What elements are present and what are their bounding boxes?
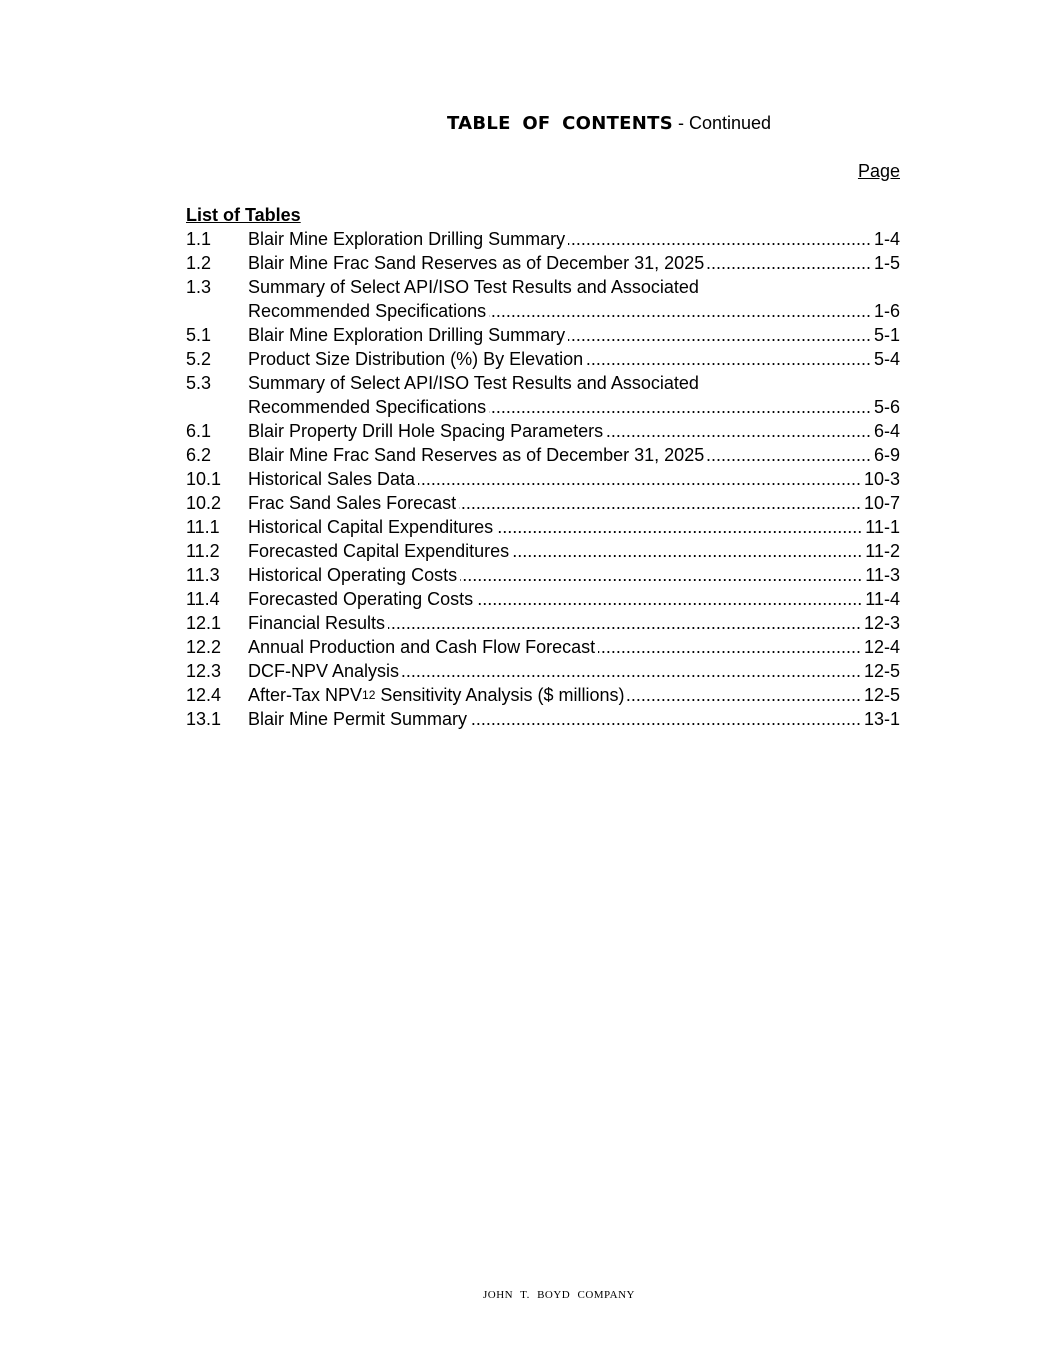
dot-leader bbox=[388, 611, 861, 635]
dot-leader bbox=[496, 515, 862, 539]
toc-entry[interactable] bbox=[186, 587, 900, 611]
entry-title: Blair Mine Permit Summary bbox=[248, 709, 468, 729]
entry-number: 11.3 bbox=[186, 565, 220, 585]
toc-entry[interactable] bbox=[186, 467, 900, 491]
toc-entry[interactable] bbox=[186, 323, 900, 347]
toc-entry[interactable] bbox=[186, 659, 900, 683]
toc-entry[interactable] bbox=[186, 539, 900, 563]
entry-page-number: 10-7 bbox=[863, 493, 900, 513]
entry-number: 13.1 bbox=[186, 709, 222, 729]
entry-page-number: 11-4 bbox=[865, 589, 900, 609]
toc-entry[interactable] bbox=[186, 275, 900, 323]
entry-title: Summary of Select API/ISO Test Results and Associated bbox=[248, 277, 699, 297]
entry-subscript: 12 bbox=[362, 688, 376, 702]
dot-leader bbox=[489, 395, 871, 419]
dot-leader bbox=[512, 539, 862, 563]
toc-entry[interactable] bbox=[186, 347, 900, 371]
entry-title-suffix: Sensitivity Analysis ($ millions) bbox=[375, 685, 625, 705]
page-column-label: Page bbox=[857, 161, 900, 181]
dot-leader bbox=[627, 683, 861, 707]
footer-company: JOHN T. BOYD COMPANY bbox=[483, 1289, 635, 1301]
toc-entry[interactable] bbox=[186, 371, 900, 419]
dot-leader bbox=[707, 443, 871, 467]
entry-number: 12.4 bbox=[186, 685, 222, 705]
entry-number: 5.1 bbox=[186, 325, 212, 345]
entry-title: Blair Mine Exploration Drilling Summary bbox=[248, 325, 566, 345]
entry-page-number: 11-1 bbox=[865, 517, 900, 537]
toc-entry[interactable] bbox=[186, 419, 900, 443]
entry-page-number: 10-3 bbox=[863, 469, 900, 489]
toc-entry[interactable] bbox=[186, 683, 900, 707]
entry-title: Blair Property Drill Hole Spacing Parameters bbox=[248, 421, 604, 441]
entry-number: 12.3 bbox=[186, 661, 222, 681]
toc-entry[interactable] bbox=[186, 707, 900, 731]
entry-title: Recommended Specifications bbox=[248, 301, 487, 321]
entry-page-number: 13-1 bbox=[863, 709, 900, 729]
list-of-tables bbox=[186, 203, 900, 731]
entry-title: Blair Mine Exploration Drilling Summary bbox=[248, 229, 566, 249]
title-main: TABLE OF CONTENTS bbox=[446, 113, 673, 134]
section-heading: List of Tables bbox=[186, 205, 301, 225]
title-sub: - Continued bbox=[672, 113, 772, 133]
dot-leader bbox=[707, 251, 871, 275]
entry-number: 1.1 bbox=[186, 229, 212, 249]
entry-number: 5.2 bbox=[186, 349, 212, 369]
entry-page-number: 1-5 bbox=[873, 253, 900, 273]
entry-page-number: 5-4 bbox=[873, 349, 900, 369]
entry-page-number: 5-6 bbox=[873, 397, 900, 417]
entry-title: Blair Mine Frac Sand Reserves as of December 31, 2025 bbox=[248, 445, 705, 465]
entry-page-number: 12-4 bbox=[863, 637, 900, 657]
toc-entry[interactable] bbox=[186, 563, 900, 587]
entry-title: Annual Production and Cash Flow Forecast bbox=[248, 637, 596, 657]
dot-leader bbox=[568, 323, 871, 347]
dot-leader bbox=[598, 635, 861, 659]
entry-number: 10.1 bbox=[186, 469, 222, 489]
entry-page-number: 12-5 bbox=[863, 661, 900, 681]
dot-leader bbox=[489, 299, 871, 323]
dot-leader bbox=[476, 587, 862, 611]
dot-leader bbox=[402, 659, 861, 683]
dot-leader bbox=[418, 467, 861, 491]
entry-page-number: 12-3 bbox=[863, 613, 900, 633]
entry-title: Financial Results bbox=[248, 613, 386, 633]
toc-entry[interactable] bbox=[186, 515, 900, 539]
entry-page-number: 1-4 bbox=[873, 229, 900, 249]
entry-title: Recommended Specifications bbox=[248, 397, 487, 417]
toc-entry[interactable] bbox=[186, 491, 900, 515]
page-title bbox=[0, 113, 1055, 134]
entry-title: After-Tax NPV bbox=[248, 685, 363, 705]
entry-title: Historical Sales Data bbox=[248, 469, 416, 489]
dot-leader bbox=[568, 227, 871, 251]
entry-number: 1.3 bbox=[186, 277, 212, 297]
entry-title: Blair Mine Frac Sand Reserves as of December 31, 2025 bbox=[248, 253, 705, 273]
entry-title: DCF-NPV Analysis bbox=[248, 661, 400, 681]
entry-number: 6.2 bbox=[186, 445, 212, 465]
toc-entry[interactable] bbox=[186, 251, 900, 275]
toc-entry[interactable] bbox=[186, 635, 900, 659]
toc-entry[interactable] bbox=[186, 611, 900, 635]
entry-page-number: 6-9 bbox=[873, 445, 900, 465]
entry-number: 11.4 bbox=[186, 589, 220, 609]
entry-title: Frac Sand Sales Forecast bbox=[248, 493, 457, 513]
dot-leader bbox=[460, 563, 862, 587]
toc-entries bbox=[186, 227, 900, 731]
toc-entry[interactable] bbox=[186, 227, 900, 251]
entry-number: 1.2 bbox=[186, 253, 212, 273]
entry-page-number: 11-2 bbox=[865, 541, 900, 561]
dot-leader bbox=[459, 491, 861, 515]
entry-number: 12.2 bbox=[186, 637, 222, 657]
entry-number: 10.2 bbox=[186, 493, 222, 513]
entry-title: Forecasted Operating Costs bbox=[248, 589, 474, 609]
entry-page-number: 5-1 bbox=[873, 325, 900, 345]
dot-leader bbox=[470, 707, 861, 731]
entry-number: 11.2 bbox=[186, 541, 220, 561]
entry-title: Forecasted Capital Expenditures bbox=[248, 541, 510, 561]
entry-title: Historical Operating Costs bbox=[248, 565, 458, 585]
dot-leader bbox=[606, 419, 871, 443]
entry-page-number: 11-3 bbox=[865, 565, 900, 585]
entry-number: 12.1 bbox=[186, 613, 222, 633]
toc-entry[interactable] bbox=[186, 443, 900, 467]
entry-page-number: 6-4 bbox=[873, 421, 900, 441]
entry-title: Product Size Distribution (%) By Elevation bbox=[248, 349, 584, 369]
entry-title: Historical Capital Expenditures bbox=[248, 517, 494, 537]
entry-number: 6.1 bbox=[186, 421, 212, 441]
entry-number: 5.3 bbox=[186, 373, 212, 393]
entry-title: Summary of Select API/ISO Test Results and Associated bbox=[248, 373, 699, 393]
dot-leader bbox=[586, 347, 871, 371]
entry-page-number: 1-6 bbox=[873, 301, 900, 321]
entry-page-number: 12-5 bbox=[863, 685, 900, 705]
entry-number: 11.1 bbox=[186, 517, 220, 537]
